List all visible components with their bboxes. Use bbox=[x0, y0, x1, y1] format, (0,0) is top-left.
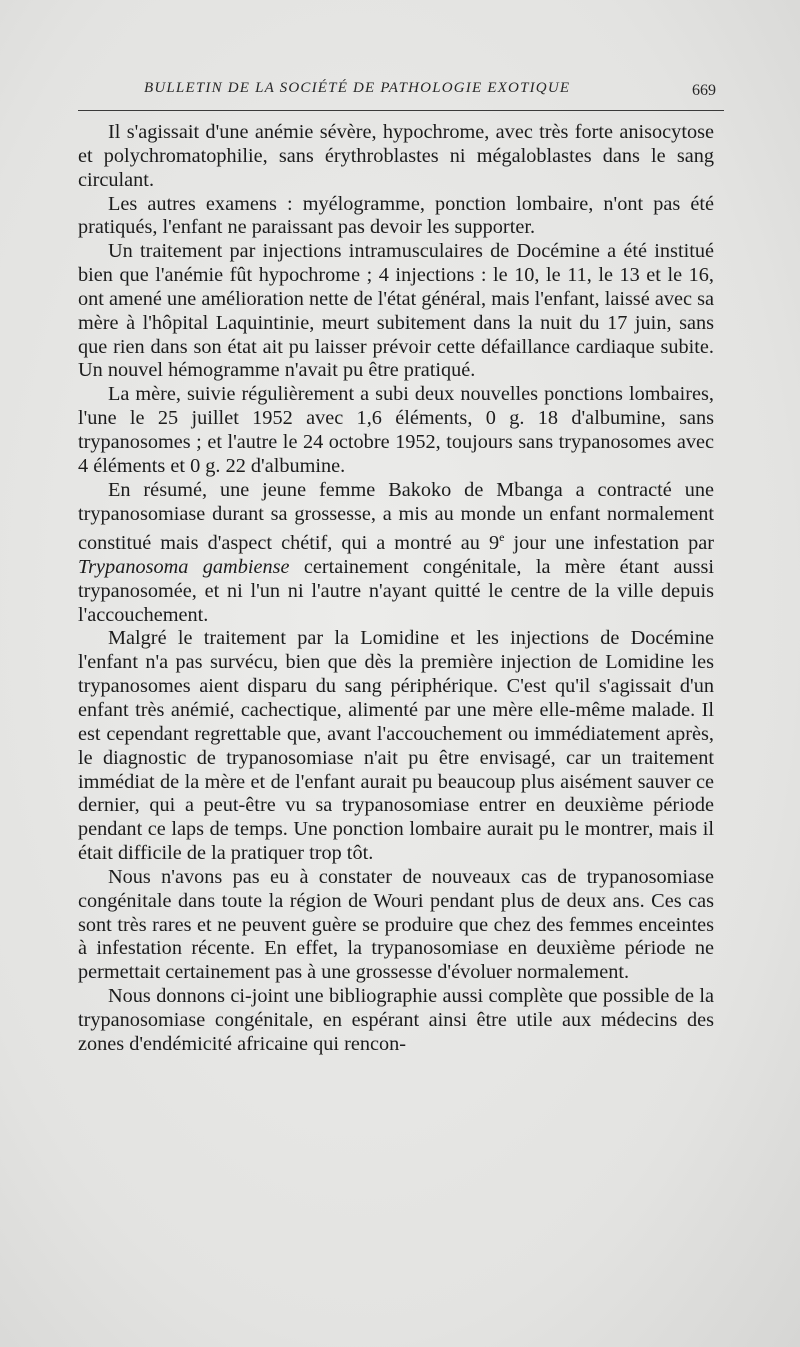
resume-text-middle: jour une infestation par bbox=[504, 532, 714, 555]
paragraph-mere: La mère, suivie régulièrement a subi deux nouvelles ponctions lombaires, l'une le 25 juillet 1952 avec 1,6 éléments, 0 g. 18 d'albumine, sans trypanosomes ; et l'autre le 24 octobre 1952, toujours sans trypanosomes avec 4 éléments et 0 g. 22 d'albumine. bbox=[78, 383, 714, 477]
page-header bbox=[78, 76, 724, 116]
species-name: Trypanosoma gambiense bbox=[78, 555, 290, 578]
paragraph-resume bbox=[78, 479, 714, 628]
paragraph-bibliographie: Nous donnons ci-joint une bibliographie aussi complète que possible de la trypanosomiase congénitale, en espérant ainsi être utile aux médecins des zones d'endémicité africaine qui rencon- bbox=[78, 985, 714, 1055]
resume-text-start: En résumé, une jeune femme Bakoko de Mbanga a contracté une trypanosomiase durant sa grossesse, a mis au monde un enfant normalement constitué mais d'aspect chétif, qui a montré au 9 bbox=[78, 478, 714, 555]
resume-superscript: e bbox=[499, 530, 505, 545]
page-number: 669 bbox=[692, 82, 716, 99]
header-rule bbox=[78, 110, 724, 111]
paragraph-nouveaux-cas: Nous n'avons pas eu à constater de nouveaux cas de trypanosomiase congénitale dans toute la région de Wouri pendant plus de deux ans. Ces cas sont très rares et ne peuvent guère se produire que chez des femmes enceintes à infestation récente. En effet, la trypanosomiase en deuxième période ne permettait certainement pas à une grossesse d'évoluer normalement. bbox=[78, 865, 714, 984]
paragraph-anemie: Il s'agissait d'une anémie sévère, hypochrome, avec très forte anisocytose et polychromatophilie, sans érythroblastes ni mégaloblastes dans le sang circulant. bbox=[78, 121, 714, 191]
body-text bbox=[78, 121, 714, 1057]
resume-text-end: certainement congénitale, la mère étant aussi trypanosomée, et ni l'un ni l'autre n'ayant quitté le centre de la ville depuis l'accouchement. bbox=[78, 555, 715, 626]
paragraph-autres-examens: Les autres examens : myélogramme, ponction lombaire, n'ont pas été pratiqués, l'enfant ne paraissant pas devoir les supporter. bbox=[78, 192, 714, 239]
running-head: BULLETIN DE LA SOCIÉTÉ DE PATHOLOGIE EXOTIQUE bbox=[144, 80, 571, 96]
paragraph-malgre: Malgré le traitement par la Lomidine et les injections de Docémine l'enfant n'a pas survécu, bien que dès la première injection de Lomidine les trypanosomes aient disparu du sang périphérique. C'est qu'il s'agissait d'un enfant très anémié, cachectique, alimenté par une mère elle-même malade. Il est cependant regrettable que, avant l'accouchement ou immédiatement après, le diagnostic de trypanosomiase n'ait pu être envisagé, car un traitement immédiat de la mère et de l'enfant aurait pu beaucoup plus aisément sauver ce dernier, qui a peut-être vu sa trypanosomiase entrer en deuxième période pendant ce laps de temps. Une ponction lombaire aurait pu le montrer, mais il était difficile de la pratiquer trop tôt. bbox=[78, 627, 714, 865]
paragraph-traitement: Un traitement par injections intramusculaires de Docémine a été institué bien que l'anémie fût hypochrome ; 4 injections : le 10, le 11, le 13 et le 16, ont amené une amélioration nette de l'état général, mais l'enfant, laissé avec sa mère à l'hôpital Laquintinie, meurt subitement dans la nuit du 17 juin, sans que rien dans son état ait pu laisser prévoir cette défaillance cardiaque subite. Un nouvel hémogramme n'avait pu être pratiqué. bbox=[78, 240, 714, 382]
